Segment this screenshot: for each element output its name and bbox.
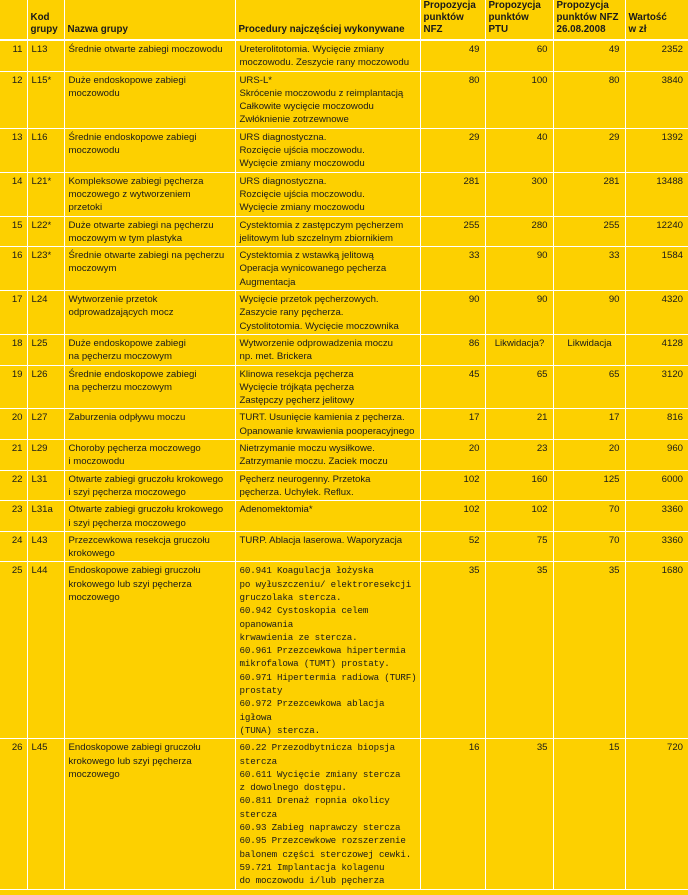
table-row (0, 71, 688, 128)
cell-nazwa-grupy: Przezcewkowa resekcja gruczołu krokowego (64, 531, 235, 562)
cell-propozycja-nfz-2008: 15 (553, 739, 625, 889)
cell-procedury: Wytworzenie odprowadzenia moczu np. met. Brickera (235, 334, 420, 365)
cell-wartosc: 13488 (625, 172, 688, 216)
cell-row-number: 23 (0, 501, 27, 532)
table-row (0, 172, 688, 216)
cell-propozycja-ptu: 35 (485, 562, 553, 739)
header-kod-grupy: Kod grupy (27, 0, 64, 40)
cell-propozycja-nfz-2008: 255 (553, 216, 625, 247)
cell-wartosc: 1584 (625, 247, 688, 291)
table-row (0, 440, 688, 471)
cell-nazwa-grupy: Duże otwarte zabiegi na pęcherzu moczowym w tym plastyka (64, 216, 235, 247)
cell-kod-grupy: L43 (27, 531, 64, 562)
table-row (0, 531, 688, 562)
cell-propozycja-nfz-2008: 281 (553, 172, 625, 216)
cell-wartosc: 1680 (625, 562, 688, 739)
cell-propozycja-nfz-2008: Likwidacja (553, 334, 625, 365)
cell-wartosc: 1392 (625, 128, 688, 172)
cell-nazwa-grupy: Średnie endoskopowe zabiegi moczowodu (64, 128, 235, 172)
cell-row-number: 21 (0, 440, 27, 471)
cell-wartosc: 12240 (625, 216, 688, 247)
cell-kod-grupy: L25 (27, 334, 64, 365)
cell-propozycja-ptu: 75 (485, 531, 553, 562)
header-row (0, 0, 688, 40)
cell-procedury: URS diagnostyczna. Rozcięcie ujścia moczowodu. Wycięcie zmiany moczowodu (235, 172, 420, 216)
cell-propozycja-nfz: 17 (420, 409, 485, 440)
cell-propozycja-nfz-2008: 80 (553, 71, 625, 128)
cell-propozycja-nfz-2008: 33 (553, 247, 625, 291)
cell-propozycja-ptu: Likwidacja? (485, 334, 553, 365)
cell-propozycja-ptu: 35 (485, 739, 553, 889)
cell-wartosc: 3360 (625, 501, 688, 532)
cell-propozycja-ptu: 100 (485, 71, 553, 128)
cell-nazwa-grupy: Otwarte zabiegi gruczołu krokowego i szyi pęcherza moczowego (64, 470, 235, 501)
cell-propozycja-nfz-2008: 17 (553, 409, 625, 440)
cell-propozycja-nfz: 16 (420, 739, 485, 889)
cell-procedury: Cystektomia z wstawką jelitową Operacja wynicowanego pęcherza Augmentacja (235, 247, 420, 291)
cell-row-number: 19 (0, 365, 27, 409)
cell-kod-grupy: L45 (27, 739, 64, 889)
cell-wartosc: 4320 (625, 291, 688, 335)
cell-row-number: 26 (0, 739, 27, 889)
cell-nazwa-grupy: Otwarte zabiegi gruczołu krokowego i szyi pęcherza moczowego (64, 501, 235, 532)
cell-nazwa-grupy: Zaburzenia odpływu moczu (64, 409, 235, 440)
cell-row-number: 22 (0, 470, 27, 501)
cell-propozycja-ptu: 300 (485, 172, 553, 216)
cell-propozycja-nfz-2008: 125 (553, 470, 625, 501)
cell-procedury: URS diagnostyczna. Rozcięcie ujścia moczowodu. Wycięcie zmiany moczowodu (235, 128, 420, 172)
cell-nazwa-grupy: Duże endoskopowe zabiegi moczowodu (64, 71, 235, 128)
cell-row-number: 13 (0, 128, 27, 172)
cell-propozycja-nfz: 45 (420, 365, 485, 409)
cell-propozycja-ptu: 160 (485, 470, 553, 501)
header-propozycja-nfz-2008: Propozycja punktów NFZ 26.08.2008 (553, 0, 625, 40)
table-row (0, 128, 688, 172)
cell-kod-grupy: L31 (27, 470, 64, 501)
cell-kod-grupy: L23* (27, 247, 64, 291)
cell-nazwa-grupy: Kompleksowe zabiegi pęcherza moczowego z wytworzeniem przetoki (64, 172, 235, 216)
table-row (0, 562, 688, 739)
cell-kod-grupy: L27 (27, 409, 64, 440)
table-row (0, 501, 688, 532)
cell-propozycja-nfz: 86 (420, 334, 485, 365)
table-row (0, 334, 688, 365)
cell-kod-grupy: L31a (27, 501, 64, 532)
cell-wartosc: 6000 (625, 470, 688, 501)
table-row (0, 409, 688, 440)
cell-nazwa-grupy: Choroby pęcherza moczowego i moczowodu (64, 440, 235, 471)
header-propozycja-nfz: Propozycja punktów NFZ (420, 0, 485, 40)
cell-row-number: 11 (0, 40, 27, 71)
header-row-number (0, 0, 27, 40)
cell-wartosc: 2352 (625, 40, 688, 71)
cell-propozycja-ptu: 60 (485, 40, 553, 71)
cell-propozycja-nfz-2008: 20 (553, 440, 625, 471)
cell-procedury: Adenomektomia* (235, 501, 420, 532)
cell-procedury: TURT. Usunięcie kamienia z pęcherza. Opanowanie krwawienia pooperacyjnego (235, 409, 420, 440)
cell-procedury: TURP. Ablacja laserowa. Waporyzacja (235, 531, 420, 562)
cell-propozycja-nfz: 29 (420, 128, 485, 172)
cell-propozycja-nfz-2008: 70 (553, 531, 625, 562)
table-row (0, 291, 688, 335)
cell-propozycja-nfz-2008: 29 (553, 128, 625, 172)
cell-propozycja-nfz: 255 (420, 216, 485, 247)
cell-row-number: 18 (0, 334, 27, 365)
cell-propozycja-ptu: 65 (485, 365, 553, 409)
cell-kod-grupy: L15* (27, 71, 64, 128)
cell-nazwa-grupy: Wytworzenie przetok odprowadzających mocz (64, 291, 235, 335)
cell-propozycja-ptu: 280 (485, 216, 553, 247)
cell-kod-grupy: L24 (27, 291, 64, 335)
cell-propozycja-nfz: 90 (420, 291, 485, 335)
cell-nazwa-grupy: Endoskopowe zabiegi gruczołu krokowego lub szyi pęcherza moczowego (64, 739, 235, 889)
cell-propozycja-nfz-2008: 70 (553, 501, 625, 532)
cell-propozycja-nfz: 80 (420, 71, 485, 128)
cell-procedury: URS-L* Skrócenie moczowodu z reimplantacją Całkowite wycięcie moczowodu Zwłóknienie zotrzewnowe (235, 71, 420, 128)
cell-procedury: Klinowa resekcja pęcherza Wycięcie trójkąta pęcherza Zastępczy pęcherz jelitowy (235, 365, 420, 409)
cell-wartosc: 3360 (625, 531, 688, 562)
cell-propozycja-nfz: 52 (420, 531, 485, 562)
cell-row-number: 15 (0, 216, 27, 247)
cell-propozycja-nfz: 33 (420, 247, 485, 291)
cell-wartosc: 960 (625, 440, 688, 471)
cell-row-number: 20 (0, 409, 27, 440)
cell-procedury: 60.941 Koagulacja łożyska po wyłuszczeniu/ elektroresekcji gruczolaka sterczа. 60.942 Cystoskopia celem opanowania krwawienia ze stercza. 60.961 Przezcewkowa hipertermia mikrofalowa (TUMT) prostaty. 60.971 Hipertermia radiowa (TURF) prostaty 60.972 Przezcewkowa ablacja igłowa (TUNA) stercza. (235, 562, 420, 739)
cell-procedury: Pęcherz neurogenny. Przetoka pęcherza. Uchyłek. Reflux. (235, 470, 420, 501)
cell-kod-grupy: L22* (27, 216, 64, 247)
cell-row-number: 25 (0, 562, 27, 739)
cell-propozycja-nfz: 281 (420, 172, 485, 216)
cell-propozycja-nfz: 49 (420, 40, 485, 71)
cell-propozycja-nfz-2008: 35 (553, 562, 625, 739)
cell-wartosc: 3120 (625, 365, 688, 409)
cell-kod-grupy: L21* (27, 172, 64, 216)
cell-propozycja-nfz: 20 (420, 440, 485, 471)
cell-row-number: 16 (0, 247, 27, 291)
cell-kod-grupy: L26 (27, 365, 64, 409)
cell-propozycja-ptu: 102 (485, 501, 553, 532)
cell-nazwa-grupy: Średnie otwarte zabiegi moczowodu (64, 40, 235, 71)
cell-propozycja-nfz-2008: 90 (553, 291, 625, 335)
cell-propozycja-ptu: 90 (485, 247, 553, 291)
cell-propozycja-ptu: 21 (485, 409, 553, 440)
table-row (0, 247, 688, 291)
cell-propozycja-nfz: 35 (420, 562, 485, 739)
cell-wartosc: 720 (625, 739, 688, 889)
cell-propozycja-ptu: 23 (485, 440, 553, 471)
header-propozycja-ptu: Propozycja punktów PTU (485, 0, 553, 40)
cell-propozycja-nfz-2008: 65 (553, 365, 625, 409)
cell-nazwa-grupy: Średnie endoskopowe zabiegi na pęcherzu moczowym (64, 365, 235, 409)
cell-nazwa-grupy: Średnie otwarte zabiegi na pęcherzu moczowym (64, 247, 235, 291)
cell-procedury: 60.22 Przezodbytnicza biopsja stercza 60.611 Wycięcie zmiany stercza z dowolnego dostępu. 60.811 Drenaż ropnia okolicy stercza 60.93 Zabieg naprawczy stercza 60.95 Przezcewkowe rozszerzenie balonem części sterczowej cewki. 59.721 Implantacja kolagenu do moczowodu i/lub pęcherza (235, 739, 420, 889)
cell-kod-grupy: L44 (27, 562, 64, 739)
cell-wartosc: 4128 (625, 334, 688, 365)
cell-procedury: Ureterolitotomia. Wycięcie zmiany moczowodu. Zeszycie rany moczowodu (235, 40, 420, 71)
cell-procedury: Nietrzymanie moczu wysiłkowe. Zatrzymanie moczu. Zaciek moczu (235, 440, 420, 471)
cell-procedury: Cystektomia z zastępczym pęcherzem jelitowym lub szczelnym zbiornikiem (235, 216, 420, 247)
header-procedury: Procedury najczęściej wykonywane (235, 0, 420, 40)
cell-propozycja-nfz: 102 (420, 501, 485, 532)
table-row (0, 40, 688, 71)
cell-nazwa-grupy: Duże endoskopowe zabiegi na pęcherzu moczowym (64, 334, 235, 365)
cell-propozycja-ptu: 90 (485, 291, 553, 335)
cell-propozycja-ptu: 40 (485, 128, 553, 172)
cell-kod-grupy: L16 (27, 128, 64, 172)
table-row (0, 216, 688, 247)
cell-kod-grupy: L13 (27, 40, 64, 71)
cell-propozycja-nfz: 102 (420, 470, 485, 501)
cell-row-number: 24 (0, 531, 27, 562)
cell-wartosc: 3840 (625, 71, 688, 128)
cell-wartosc: 816 (625, 409, 688, 440)
cell-propozycja-nfz-2008: 49 (553, 40, 625, 71)
cell-row-number: 17 (0, 291, 27, 335)
header-wartosc: Wartość w zł (625, 0, 688, 40)
cell-row-number: 14 (0, 172, 27, 216)
table-row (0, 739, 688, 889)
table-row (0, 365, 688, 409)
cell-row-number: 12 (0, 71, 27, 128)
cell-kod-grupy: L29 (27, 440, 64, 471)
table-row (0, 470, 688, 501)
cell-procedury: Wycięcie przetok pęcherzowych. Zaszycie rany pęcherza. Cystolitotomia. Wycięcie moczownika (235, 291, 420, 335)
header-nazwa-grupy: Nazwa grupy (64, 0, 235, 40)
cell-nazwa-grupy: Endoskopowe zabiegi gruczołu krokowego lub szyi pęcherza moczowego (64, 562, 235, 739)
